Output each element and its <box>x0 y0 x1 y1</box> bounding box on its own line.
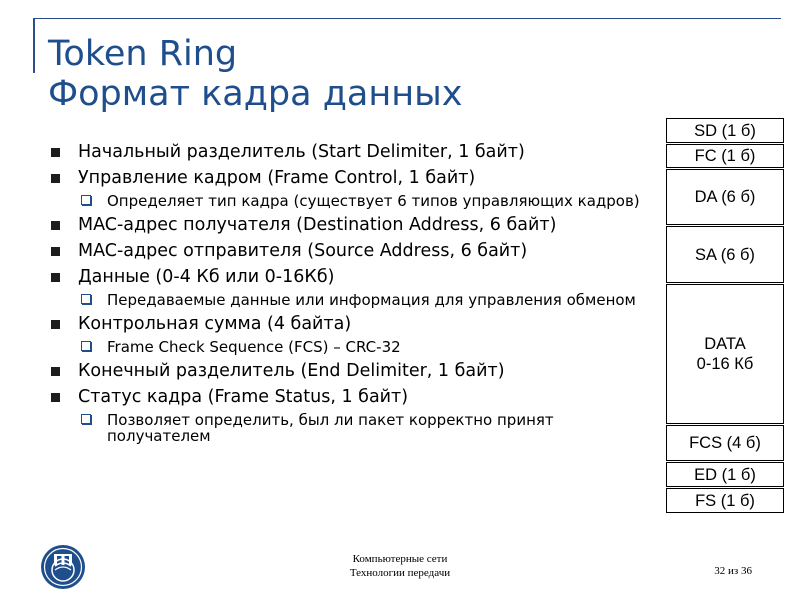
frame-field-data-size: 0-16 Кб <box>696 355 754 373</box>
bullet-list <box>48 142 658 450</box>
bullet-text: MAC-адрес получателя (Destination Address, 6 байт) <box>78 215 557 235</box>
frame-field-fcs-label: FCS (4 б) <box>689 434 761 452</box>
footer-topic: Технологии передачи <box>349 567 451 579</box>
title-accent-vertical-line <box>33 18 35 73</box>
bullet-text: Управление кадром (Frame Control, 1 байт) <box>78 168 476 188</box>
square-bullet-icon <box>51 273 60 282</box>
frame-field-fc-label: FC (1 б) <box>694 147 756 165</box>
square-bullet-icon <box>51 174 60 183</box>
hollow-square-bullet-icon <box>81 341 91 351</box>
square-bullet-icon <box>51 247 60 256</box>
square-bullet-icon <box>51 221 60 230</box>
hollow-square-bullet-icon <box>81 195 91 205</box>
frame-field-fs <box>666 488 784 513</box>
footer <box>300 552 500 580</box>
frame-field-da <box>666 169 784 225</box>
square-bullet-icon <box>51 148 60 157</box>
frame-field-ed <box>666 462 784 487</box>
frame-field-sa <box>666 226 784 283</box>
frame-field-fcs <box>666 425 784 461</box>
bullet-item <box>48 241 658 262</box>
slide-title-line-1: Token Ring <box>48 34 238 74</box>
bullet-item <box>48 361 658 382</box>
hollow-square-bullet-icon <box>81 294 91 304</box>
bullet-text: Данные (0-4 Кб или 0-16Кб) <box>78 267 335 287</box>
sub-bullet-item <box>48 412 658 444</box>
sub-bullet-text: Передаваемые данные или информация для управления обменом <box>107 291 636 309</box>
frame-field-data-label: DATA <box>704 335 746 353</box>
bullet-item <box>48 387 658 408</box>
frame-format-diagram <box>666 118 784 514</box>
bullet-text: Начальный разделитель (Start Delimiter, 1 байт) <box>78 142 525 162</box>
square-bullet-icon <box>51 393 60 402</box>
page-number: 32 из 36 <box>714 565 752 577</box>
frame-field-fs-label: FS (1 б) <box>695 491 755 510</box>
square-bullet-icon <box>51 367 60 376</box>
bullet-text: Конечный разделитель (End Delimiter, 1 байт) <box>78 361 505 381</box>
bullet-item <box>48 267 658 288</box>
bullet-item <box>48 314 658 335</box>
title-accent-horizontal-line <box>33 18 781 19</box>
frame-field-fc <box>666 144 784 168</box>
sub-bullet-item <box>48 339 658 355</box>
frame-field-da-label: DA (6 б) <box>694 188 756 206</box>
university-logo-icon <box>40 544 86 590</box>
frame-field-sd <box>666 118 784 143</box>
frame-field-sa-label: SA (6 б) <box>695 245 755 264</box>
bullet-text: Контрольная сумма (4 байта) <box>78 314 352 334</box>
bullet-item <box>48 142 658 163</box>
footer-course: Компьютерные сети <box>352 553 448 565</box>
bullet-text: Статус кадра (Frame Status, 1 байт) <box>78 387 409 407</box>
hollow-square-bullet-icon <box>81 414 91 424</box>
frame-field-data <box>666 284 784 424</box>
sub-bullet-item <box>48 292 658 308</box>
sub-bullet-text: Позволяет определить, был ли пакет корректно принят получателем <box>107 411 554 445</box>
sub-bullet-text: Определяет тип кадра (существует 6 типов управляющих кадров) <box>107 192 640 210</box>
square-bullet-icon <box>51 320 60 329</box>
sub-bullet-item <box>48 193 658 209</box>
slide-title <box>48 34 462 114</box>
sub-bullet-text: Frame Check Sequence (FCS) – CRC-32 <box>107 338 401 356</box>
bullet-text: MAC-адрес отправителя (Source Address, 6 байт) <box>78 241 528 261</box>
frame-field-ed-label: ED (1 б) <box>694 465 756 484</box>
bullet-item <box>48 215 658 236</box>
frame-field-sd-label: SD (1 б) <box>694 121 756 140</box>
bullet-item <box>48 168 658 189</box>
slide-title-line-2: Формат кадра данных <box>48 74 463 114</box>
